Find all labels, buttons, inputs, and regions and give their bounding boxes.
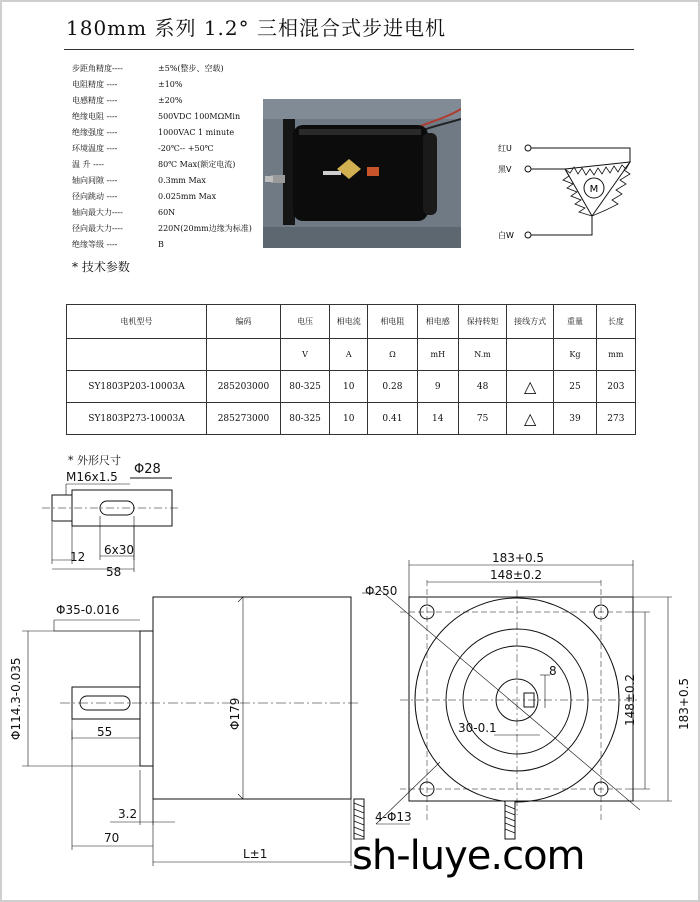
spec-value: ±10%	[158, 80, 183, 89]
table-header-cell: 编码	[207, 305, 281, 339]
table-unit-cell: mm	[596, 339, 635, 371]
dim-30: 30-0.1	[458, 721, 497, 735]
dim-148-vertical: 148±0.2	[623, 673, 637, 726]
table-row	[67, 371, 636, 403]
spec-row	[72, 205, 252, 221]
outline-drawing	[0, 440, 700, 900]
wire-w-label: 白W	[498, 231, 514, 240]
spec-label: 绝缘等级 ----	[72, 240, 118, 249]
table-cell: 48	[459, 371, 507, 403]
dim-35: Φ35-0.016	[56, 603, 120, 617]
table-cell: 10	[330, 371, 368, 403]
table-header-cell: 电压	[280, 305, 329, 339]
table-cell: 75	[459, 403, 507, 435]
dim-70: 70	[104, 831, 120, 845]
spec-value: 60N	[158, 208, 176, 217]
watermark-text: sh-luye.com	[352, 833, 585, 879]
table-cell: 203	[596, 371, 635, 403]
spec-value: 80℃ Max(额定电流)	[158, 160, 236, 169]
table-cell: 10	[330, 403, 368, 435]
wiring-diagram	[490, 138, 640, 243]
dim-12: 12	[70, 550, 86, 564]
table-unit-cell	[207, 339, 281, 371]
spec-row	[72, 157, 252, 173]
dim-l: L±1	[243, 847, 268, 861]
table-unit-cell	[67, 339, 207, 371]
dim-183-vertical: 183+0.5	[677, 677, 691, 730]
table-unit-cell: Ω	[368, 339, 417, 371]
table-header-row	[67, 305, 636, 339]
spec-row	[72, 189, 252, 205]
table-unit-cell	[507, 339, 554, 371]
table-cell: 273	[596, 403, 635, 435]
table-cell: SY1803P273-10003A	[67, 403, 207, 435]
table-header-cell: 长度	[596, 305, 635, 339]
spec-label: 轴向最大力----	[72, 208, 123, 217]
table-header-cell: 电机型号	[67, 305, 207, 339]
table-row	[67, 403, 636, 435]
spec-value: ±20%	[158, 96, 183, 105]
table-unit-cell: A	[330, 339, 368, 371]
spec-label: 电阻精度 ----	[72, 80, 118, 89]
dim-58: 58	[106, 565, 122, 579]
dim-key: 6x30	[104, 543, 135, 557]
spec-value: 0.025mm Max	[158, 192, 217, 201]
spec-row	[72, 93, 252, 109]
parameter-table	[66, 304, 636, 435]
dim-8: 8	[549, 664, 557, 678]
table-header-cell: 保持转矩	[459, 305, 507, 339]
table-cell: 80-325	[280, 403, 329, 435]
spec-row	[72, 61, 252, 77]
table-cell: 285203000	[207, 371, 281, 403]
spec-value: 500VDC 100MΩMin	[158, 112, 241, 121]
spec-list	[72, 61, 252, 253]
dim-shaft-dia: Φ28	[134, 462, 161, 477]
spec-label: 温 升 ----	[72, 160, 104, 169]
spec-value: -20℃-- +50℃	[158, 144, 214, 153]
dim-250: Φ250	[365, 584, 398, 598]
dim-thread: M16x1.5	[66, 470, 118, 484]
table-cell: 39	[554, 403, 597, 435]
title-rule	[64, 49, 634, 50]
table-cell: SY1803P203-10003A	[67, 371, 207, 403]
table-header-cell: 重量	[554, 305, 597, 339]
spec-row	[72, 173, 252, 189]
spec-value: 0.3mm Max	[158, 176, 206, 185]
spec-row	[72, 109, 252, 125]
page-title: 180mm 系列 1.2° 三相混合式步进电机	[66, 16, 446, 40]
spec-label: 电感精度 ----	[72, 96, 118, 105]
dim-32: 3.2	[118, 807, 138, 821]
spec-label: 绝缘强度 ----	[72, 128, 118, 137]
spec-label: 绝缘电阻 ----	[72, 112, 118, 121]
spec-value: ±5%(整步、空载)	[158, 64, 224, 73]
table-cell: 285273000	[207, 403, 281, 435]
outline-heading: * 外形尺寸	[68, 454, 121, 467]
spec-row	[72, 221, 252, 237]
wire-v-label: 黑V	[498, 165, 512, 174]
dim-148: 148±0.2	[490, 568, 543, 582]
table-cell: 14	[417, 403, 458, 435]
table-cell-wiring: △	[507, 371, 554, 403]
wire-u-label: 红U	[498, 144, 512, 153]
dim-114: Φ114.3-0.035	[9, 657, 23, 740]
spec-label: 轴向间隙 ----	[72, 176, 118, 185]
table-header-cell: 相电阻	[368, 305, 417, 339]
dim-55: 55	[97, 725, 113, 739]
table-unit-cell: N.m	[459, 339, 507, 371]
motor-symbol: M	[589, 184, 599, 195]
table-header-cell: 接线方式	[507, 305, 554, 339]
table-unit-cell: Kg	[554, 339, 597, 371]
table-unit-cell: mH	[417, 339, 458, 371]
spec-label: 径向最大力----	[72, 224, 123, 233]
spec-label: 环境温度 ----	[72, 144, 118, 153]
spec-value: 1000VAC 1 minute	[158, 128, 235, 137]
table-cell: 0.28	[368, 371, 417, 403]
table-header-cell: 相电流	[330, 305, 368, 339]
table-header-cell: 相电感	[417, 305, 458, 339]
spec-label: 径向跳动 ----	[72, 192, 118, 201]
table-cell-wiring: △	[507, 403, 554, 435]
table-unit-row	[67, 339, 636, 371]
spec-row	[72, 141, 252, 157]
motor-photo	[263, 99, 461, 248]
table-cell: 9	[417, 371, 458, 403]
spec-value: 220N(20mm边缘为标准)	[158, 224, 252, 233]
table-unit-cell: V	[280, 339, 329, 371]
dim-4x13: 4-Φ13	[375, 810, 412, 824]
spec-row	[72, 77, 252, 93]
spec-label: 步距角精度----	[72, 64, 123, 73]
dim-179: Φ179	[228, 697, 242, 730]
table-cell: 0.41	[368, 403, 417, 435]
param-heading: * 技术参数	[72, 260, 130, 274]
spec-row	[72, 237, 252, 253]
dim-183: 183+0.5	[492, 551, 545, 565]
table-cell: 80-325	[280, 371, 329, 403]
table-cell: 25	[554, 371, 597, 403]
spec-value: B	[158, 240, 164, 249]
spec-row	[72, 125, 252, 141]
